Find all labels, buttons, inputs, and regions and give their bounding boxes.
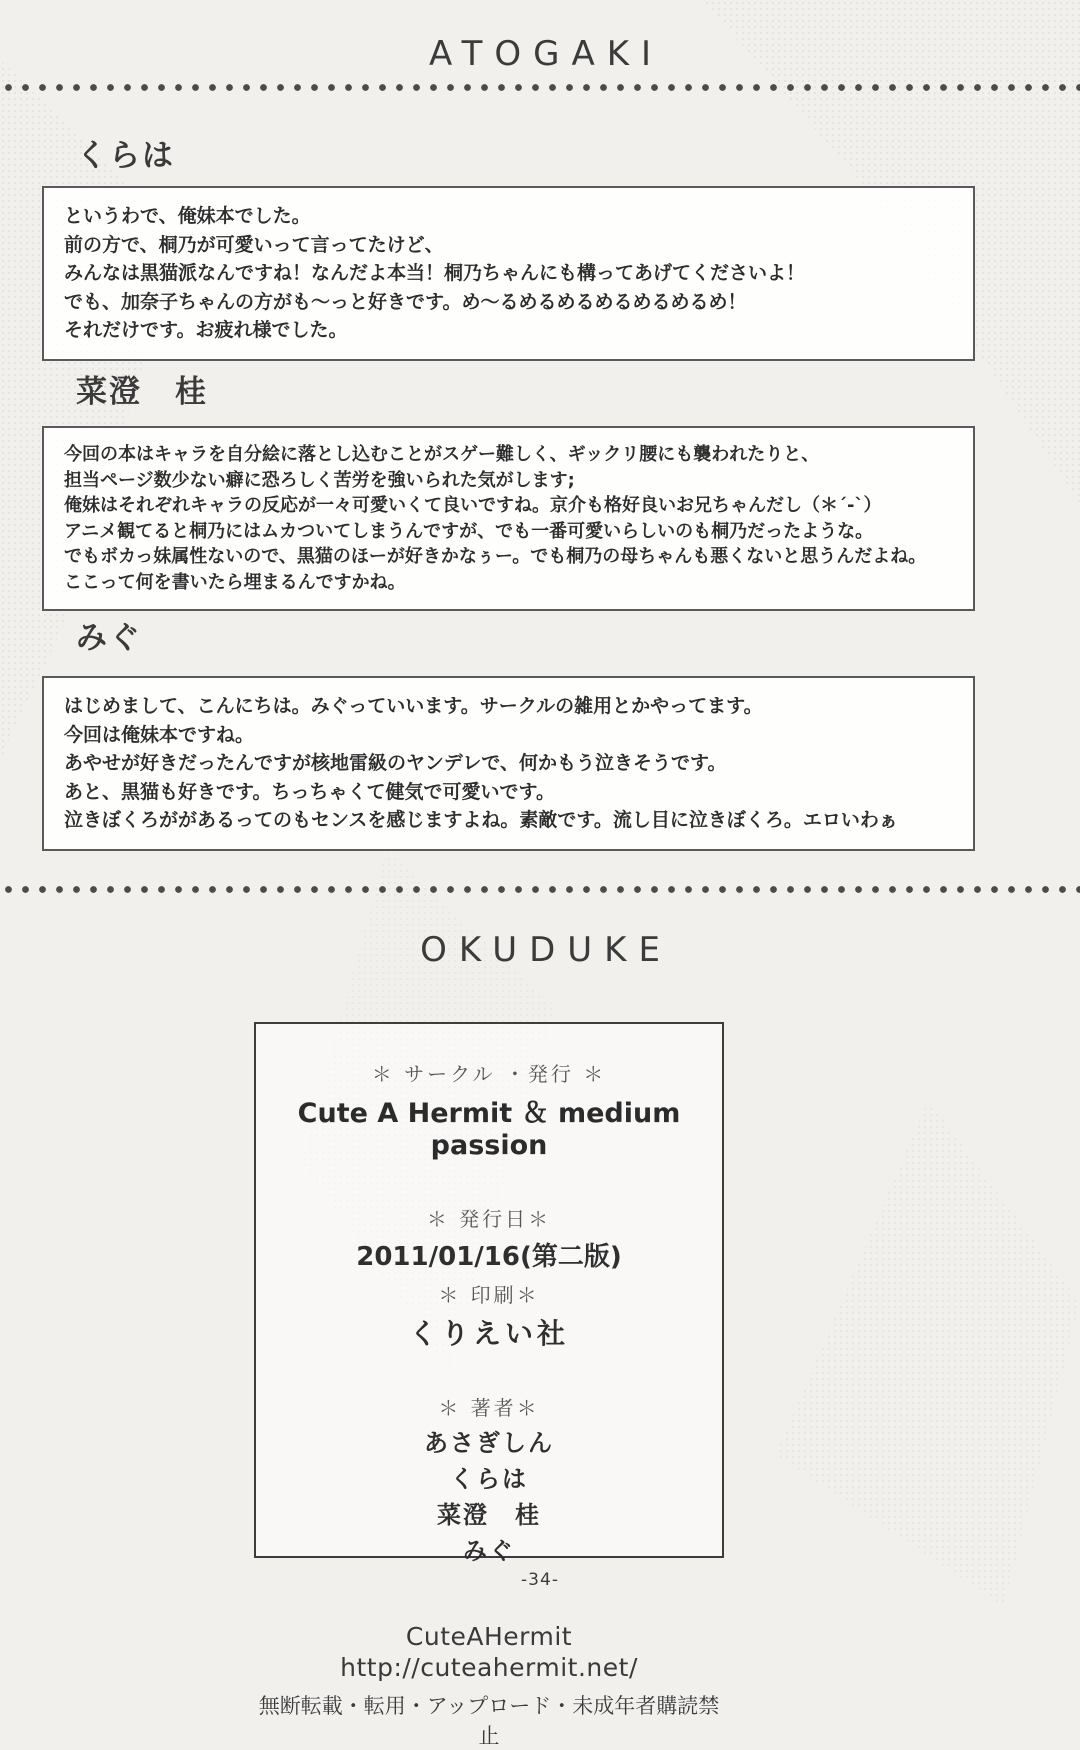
comment-line: でもボカっ妹属性ないので、黒猫のほーが好きかなぅー。でも桐乃の母ちゃんも悪くないと思うんだよね。: [64, 546, 927, 568]
comment-line: 今回の本はキャラを自分絵に落とし込むことがスゲー難しく、ギックリ腰にも襲われたりと、: [64, 444, 820, 465]
comment-line: 俺妹はそれぞれキャラの反応が一々可愛いくて良いですね。京介も格好良いお兄ちゃんだし（＊´-`）: [64, 495, 882, 517]
author-heading-kuraha: くらは: [76, 138, 175, 174]
comment-line: みんなは黒猫派なんですね！なんだよ本当！桐乃ちゃんにも構ってあげてくださいよ！: [64, 262, 806, 284]
comment-line: 今回は俺妹本ですね。: [64, 723, 255, 746]
authors-label: ＊ 著者＊: [438, 1396, 540, 1420]
okuduke-title: OKUDUKE: [420, 930, 672, 970]
circle-name: Cute A Hermit ＆ medium passion: [297, 1098, 681, 1161]
comment-line: でも、加奈子ちゃんの方がも～っと好きです。め～るめるめるめるめるめるめ！: [64, 290, 747, 313]
author-name: 菜澄 桂: [437, 1501, 541, 1529]
atogaki-title: ATOGAKI: [428, 34, 664, 74]
printer-name: くりえい社: [408, 1317, 569, 1350]
comment-box-kuraha: [42, 186, 975, 361]
author-name: あさぎしん: [424, 1429, 554, 1457]
dotted-divider-bottom: [0, 884, 1080, 895]
comment-line: あやせが好きだったんですが核地雷級のヤンデレで、何かもう泣きそうです。: [64, 752, 727, 774]
comment-line: 前の方で、桐乃が可愛いって言ってたけど、: [64, 233, 444, 256]
reproduction-notice: 無断転載・転用・アップロード・未成年者購読禁止: [258, 1694, 720, 1748]
publish-date: 2011/01/16(第二版): [356, 1242, 622, 1272]
comment-box-nasumi: [42, 426, 975, 611]
comment-line: 担当ページ数少ない癖に恐ろしく苦労を強いられた気がします;: [64, 469, 575, 491]
circle-website: CuteAHermit http://cuteahermit.net/: [340, 1622, 638, 1682]
author-name: くらは: [450, 1465, 528, 1493]
comment-line: はじめまして、こんにちは。みぐっていいます。サークルの雑用とかやってます。: [64, 695, 763, 717]
halftone-texture: [700, 1100, 1080, 1606]
comment-line: アニメ観てると桐乃にはムカついてしまうんですが、でも一番可愛いらしいのも桐乃だったような。: [64, 520, 874, 542]
comment-box-migu: [42, 676, 975, 851]
comment-line: 泣きぼくろががあるってのもセンスを感じますよね。素敵です。流し目に泣きぼくろ。エロいわぁ: [64, 809, 898, 831]
author-name: みぐ: [463, 1537, 515, 1565]
comment-line: それだけです。お疲れ様でした。: [64, 319, 348, 341]
comment-line: ここって何を書いたら埋まるんですかね。: [64, 571, 406, 593]
printer-label: ＊ 印刷＊: [438, 1283, 540, 1307]
author-heading-nasumi: 菜澄 桂: [76, 374, 208, 410]
comment-line: というわで、俺妹本でした。: [64, 205, 311, 227]
page-number: -34-: [521, 1570, 559, 1590]
author-heading-migu: みぐ: [76, 620, 142, 656]
date-label: ＊ 発行日＊: [426, 1207, 552, 1231]
comment-line: あと、黒猫も好きです。ちっちゃくて健気で可愛いです。: [64, 780, 555, 803]
circle-label: ＊ サークル ・発行 ＊: [371, 1062, 607, 1086]
dotted-divider-top: [0, 82, 1080, 93]
